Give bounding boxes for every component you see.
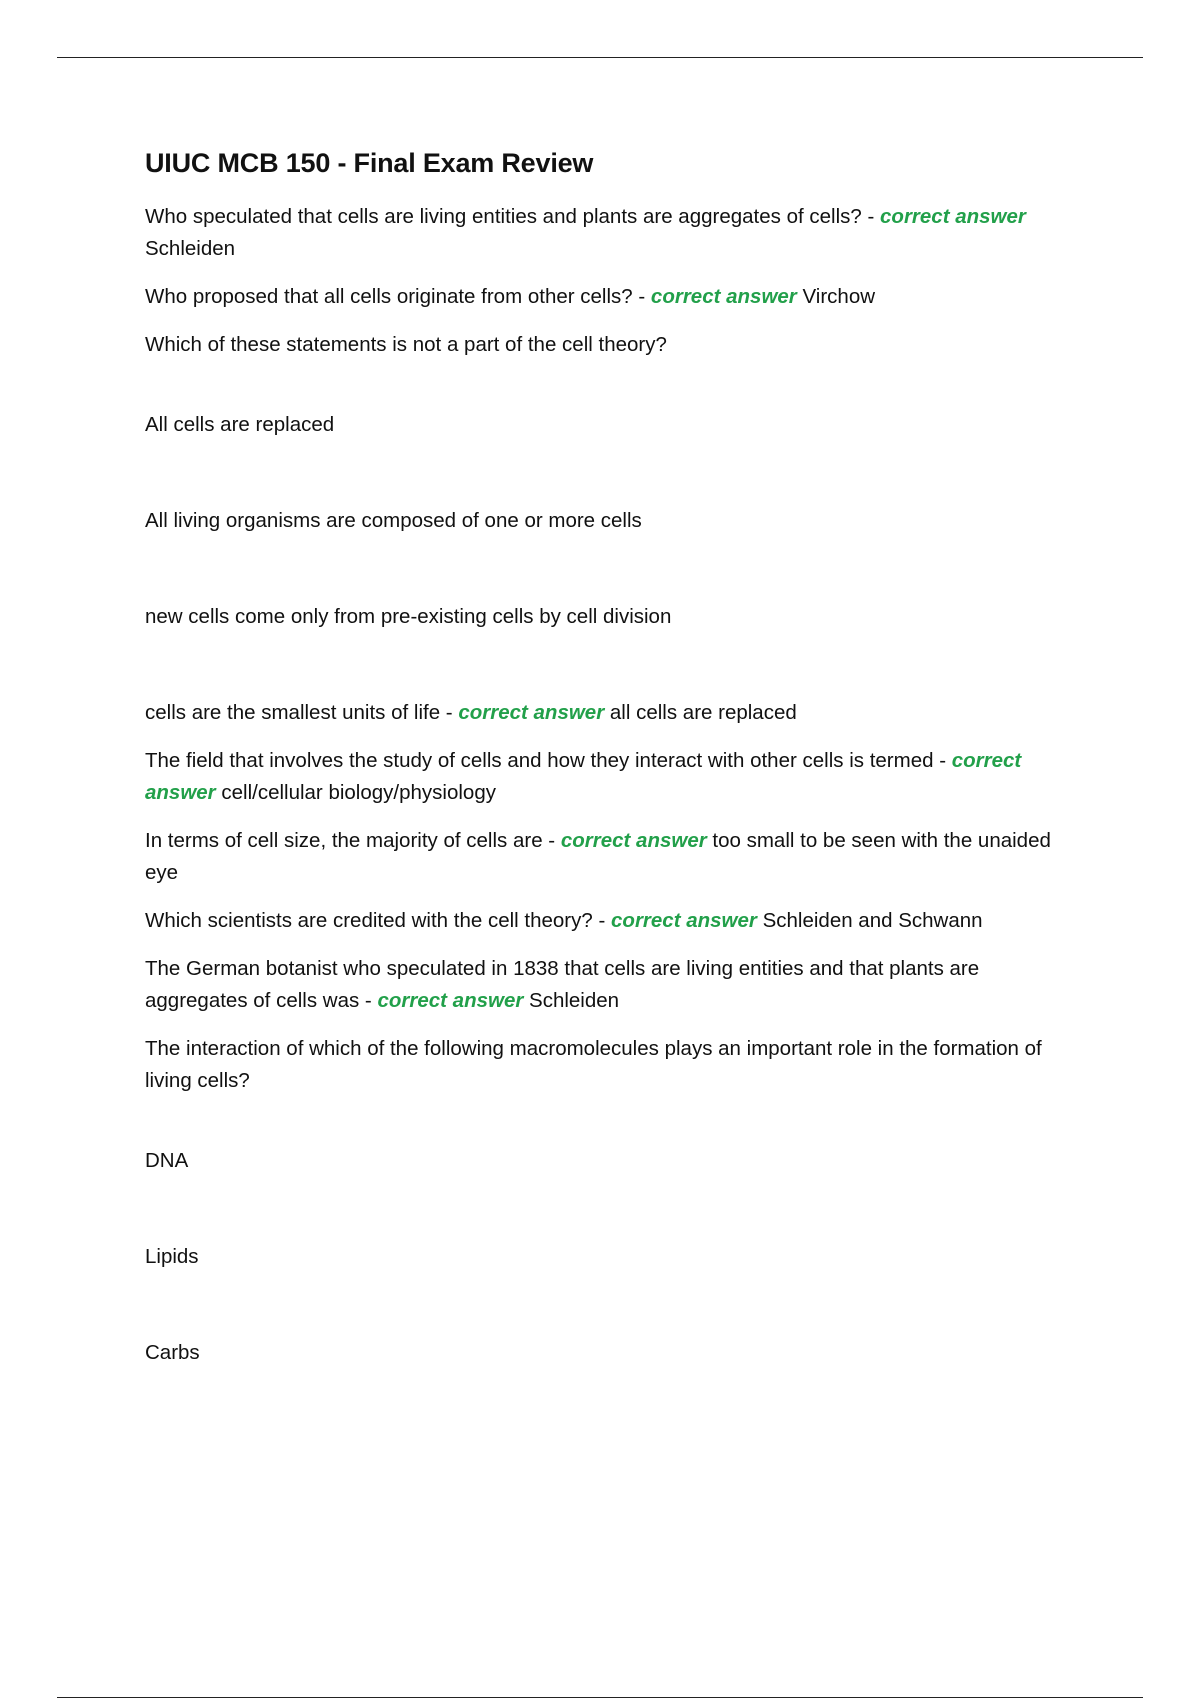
question-text: The field that involves the study of cells and how they interact with other cells is termed -: [145, 749, 947, 772]
answer-option: new cells come only from pre-existing cells by cell division: [145, 605, 672, 628]
top-rule: [57, 57, 1143, 58]
answer-option: DNA: [145, 1149, 189, 1172]
correct-answer-label: correct answer: [145, 749, 1022, 804]
qa-item: [145, 745, 1085, 809]
question-text: Who proposed that all cells originate from other cells? -: [145, 285, 646, 308]
correct-answer-label: correct answer: [377, 989, 524, 1012]
answer-option: Lipids: [145, 1245, 199, 1268]
correct-answer-label: correct answer: [880, 205, 1026, 228]
qa-item: [145, 905, 1085, 937]
qa-item: [145, 329, 1085, 361]
qa-item: [145, 697, 1085, 729]
document-title: UIUC MCB 150 - Final Exam Review: [145, 148, 594, 178]
answer-text: all cells are replaced: [609, 701, 797, 724]
question-text: Who speculated that cells are living entities and plants are aggregates of cells? -: [145, 205, 875, 228]
correct-answer-label: correct answer: [650, 285, 797, 308]
correct-answer-label: correct answer: [458, 701, 605, 724]
qa-item: [145, 201, 1085, 265]
qa-item: [145, 281, 1085, 313]
qa-item: [145, 953, 1085, 1017]
bottom-rule: [57, 1697, 1143, 1698]
answer-option: All living organisms are composed of one or more cells: [145, 509, 642, 532]
answer-text: cell/cellular biology/physiology: [221, 781, 496, 804]
answer-option: cells are the smallest units of life -: [145, 701, 453, 724]
answer-text: Schleiden: [145, 237, 236, 260]
answer-option: Carbs: [145, 1341, 200, 1364]
question-text: The German botanist who speculated in 1838 that cells are living entities and that plants are aggregates of cells was -: [145, 957, 980, 1012]
correct-answer-label: correct answer: [560, 829, 707, 852]
document-body: [145, 148, 1085, 1369]
qa-item: [145, 1033, 1085, 1097]
correct-answer-label: correct answer: [611, 909, 757, 932]
qa-item: [145, 825, 1085, 889]
answer-option: All cells are replaced: [145, 413, 335, 436]
answer-text: Schleiden: [529, 989, 620, 1012]
question-text: The interaction of which of the following macromolecules plays an important role in the formation of living cells?: [145, 1037, 1042, 1092]
answer-text: Schleiden and Schwann: [762, 909, 983, 932]
answer-text: Virchow: [802, 285, 876, 308]
answer-text: too small to be seen with the unaided eye: [145, 829, 1051, 884]
question-text: Which of these statements is not a part of the cell theory?: [145, 333, 667, 356]
question-text: In terms of cell size, the majority of cells are -: [145, 829, 556, 852]
question-text: Which scientists are credited with the cell theory? -: [145, 909, 606, 932]
